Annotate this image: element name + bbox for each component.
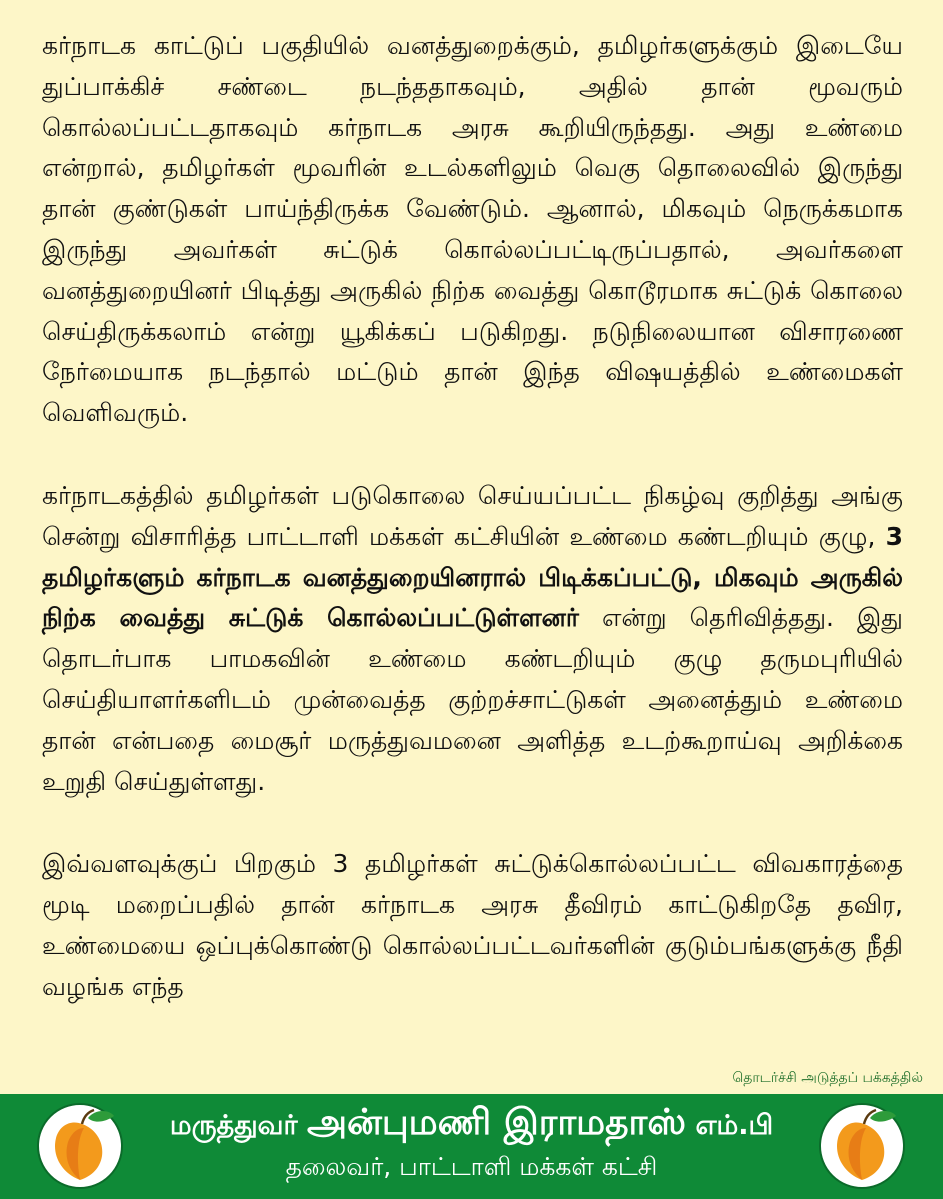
footer-role: தலைவர், பாட்டாளி மக்கள் கட்சி [285,1152,658,1181]
footer-name-suffix: எம்.பி [686,1110,774,1141]
paragraph-1: கர்நாடக காட்டுப் பகுதியில் வனத்துறைக்கும், தமிழர்களுக்கும் இடையே துப்பாக்கிச் சண்டை நடந்ததாகவும், அதில் தான் மூவரும் கொல்லப்பட்டதாகவும் கர்நாடக அரசு கூறியிருந்தது. அது உண்மை என்றால், தமிழர்கள் மூவரின் உடல்களிலும் வெகு தொலைவில் இருந்து தான் குண்டுகள் பாய்ந்திருக்க வேண்டும். ஆனால், மிகவும் நெருக்கமாக இருந்து அவர்கள் சுட்டுக் கொல்லப்பட்டிருப்பதால், அவர்களை வனத்துறையினர் பிடித்து அருகில் நிற்க வைத்து கொடூரமாக சுட்டுக் கொலை செய்திருக்கலாம் என்று யூகிக்கப் படுகிறது. நடுநிலையான விசாரணை நேர்மையாக நடந்தால் மட்டும் தான் இந்த விஷயத்தில் உண்மைகள் வெளிவரும். [42,31,904,428]
paragraph-2 [42,476,903,802]
mango-logo-icon [36,1102,124,1190]
mango-logo-icon [818,1102,906,1190]
footer-name [150,1102,793,1148]
paragraph-2-end: என்று தெரிவித்தது. இது தொடர்பாக பாமகவின் உண்மை கண்டறியும் குழு தருமபுரியில் செய்தியாளர்களிடம் முன்வைத்த குற்றச்சாட்டுகள் அனைத்தும் உண்மை தான் என்பதை மைசூர் மருத்துவமனை அளித்த உடற்கூறாய்வு அறிக்கை உறுதி செய்துள்ளது. [42,603,903,796]
continued-note: தொடர்ச்சி அடுத்தப் பக்கத்தில் [732,1070,923,1086]
paragraph-2-bold: 3 தமிழர்களும் கர்நாடக வனத்துறையினரால் பிடிக்கப்பட்டு, மிகவும் அருகில் நிற்க வைத்து சுட்டுக் கொல்லப்பட்டுள்ளனர் [42,521,903,633]
footer-banner [0,1094,943,1199]
footer-name-prefix: மருத்துவர் [169,1110,307,1141]
paragraph-3: இவ்வளவுக்குப் பிறகும் 3 தமிழர்கள் சுட்டுக்கொல்லப்பட்ட விவகாரத்தை மூடி மறைப்பதில் தான் கர்நாடக அரசு தீவிரம் காட்டுகிறதே தவிர, உண்மையை ஒப்புக்கொண்டு கொல்லப்பட்டவர்களின் குடும்பங்களுக்கு நீதி வழங்க எந்த [42,849,903,1001]
paragraph-2-start: கர்நாடகத்தில் தமிழர்கள் படுகொலை செய்யப்பட்ட நிகழ்வு குறித்து அங்கு சென்று விசாரித்த பாட்டாளி மக்கள் கட்சியின் உண்மை கண்டறியும் குழு, [42,480,903,551]
footer-name-main: அன்புமணி இராமதாஸ் [306,1102,687,1143]
